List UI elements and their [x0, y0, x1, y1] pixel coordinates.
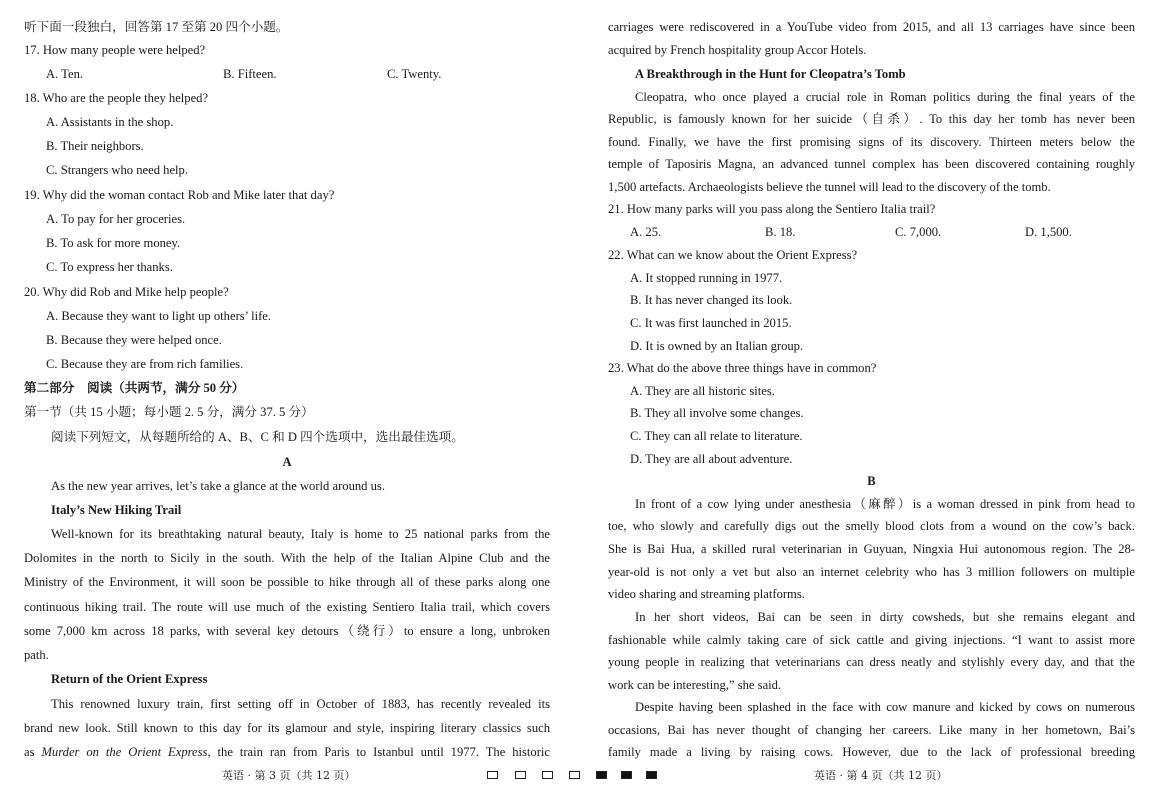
q19-option-c: C. To express her thanks. — [46, 260, 173, 274]
marker-filled — [646, 771, 657, 779]
orient-line: This renowned luxury train, first setting off in October of 1883, has recently revealed its — [51, 697, 550, 711]
footer-page-4: 英语 · 第 4 页（共 12 页） — [814, 769, 948, 782]
q21-options — [608, 222, 1135, 242]
trail-line: Well-known for its breathtaking natural beauty, Italy is home to 25 national parks from the — [51, 527, 550, 541]
book-title: Murder on the Orient Express — [41, 745, 208, 759]
q21-option-c: C. 7,000. — [895, 225, 942, 239]
b-line: In her short videos, Bai can be seen in dirty cowsheds, but she remains elegant and — [635, 610, 1135, 624]
question-23: 23. What do the above three things have in common? — [608, 361, 877, 375]
b-line: occasions, Bai has never thought of changing her careers. Like many in her hometown, Bai’s — [608, 723, 1135, 737]
cleo-line: 1,500 artefacts. Archaeologists believe the tunnel will lead to the discovery of the tomb. — [608, 180, 1051, 194]
question-21: 21. How many parks will you pass along the Sentiero Italia trail? — [608, 202, 936, 216]
b-line: family made a living by raising cows. However, due to the lack of professional breeding — [608, 745, 1135, 759]
heading-orient-express: Return of the Orient Express — [51, 672, 208, 686]
cleo-line: Cleopatra, who once played a crucial role in Roman politics during the final years of the — [635, 90, 1135, 104]
orient-line-3 — [24, 742, 550, 762]
q23-option-c: C. They can all relate to literature. — [630, 429, 803, 443]
marker-filled — [596, 771, 607, 779]
listening-intro: 听下面一段独白，回答第 17 至第 20 四个小题。 — [24, 20, 289, 34]
b-line: work can be interesting,” she said. — [608, 678, 782, 692]
b-line: Despite having been splashed in the face with cow manure and kicked by cows on numerous — [635, 700, 1135, 714]
passage-a-intro: As the new year arrives, let’s take a glance at the world around us. — [51, 479, 385, 493]
b-line: year-old is not only a vet but also an internet celebrity who has 3 million followers on multiple — [608, 565, 1135, 579]
marker-filled — [621, 771, 632, 779]
heading-hiking-trail: Italy’s New Hiking Trail — [51, 503, 182, 517]
question-19: 19. Why did the woman contact Rob and Mike later that day? — [24, 188, 335, 202]
b-line: fashionable while calmly taking care of sick cattle and giving injections. “I want to assist more — [608, 633, 1135, 647]
trail-line: path. — [24, 648, 49, 662]
q17-option-a: A. Ten. — [46, 67, 84, 81]
instructions: 阅读下列短文，从每题所给的 A、B、C 和 D 四个选项中，选出最佳选项。 — [51, 430, 464, 444]
q21-option-b: B. 18. — [765, 225, 796, 239]
marker-empty — [487, 771, 498, 779]
q18-option-a: A. Assistants in the shop. — [46, 115, 174, 129]
q17-options — [46, 64, 550, 84]
q23-option-b: B. They all involve some changes. — [630, 406, 804, 420]
cleo-line: Republic, is famously known for her suicide（自杀）. To this day her tomb has never been — [608, 112, 1135, 126]
orient-line-3-pre: as — [24, 745, 42, 759]
q20-option-a: A. Because they want to light up others’ life. — [46, 309, 271, 323]
q21-option-d: D. 1,500. — [1025, 225, 1072, 239]
trail-line: some 7,000 km across 18 parks, with several key detours（绕行）to ensure a long, unbroken — [24, 624, 550, 638]
q23-option-d: D. They are all about adventure. — [630, 452, 793, 466]
trail-line: Ministry of the Environment, it will soon be possible to hike through all of these parks along one — [24, 575, 550, 589]
marker-empty — [542, 771, 553, 779]
trail-line: Dolomites in the north to Sicily in the south. With the help of the Italian Alpine Club and the — [24, 551, 550, 565]
question-18: 18. Who are the people they helped? — [24, 91, 209, 105]
q17-option-b: B. Fifteen. — [223, 67, 277, 81]
trail-line: continuous hiking trail. The route will use much of the existing Sentiero Italia trail, which covers — [24, 600, 550, 614]
b-line: video sharing and streaming platforms. — [608, 587, 805, 601]
b-line: young people in realizing that veterinarians can dress neatly and stylishly every day, and that the — [608, 655, 1135, 669]
orient-line-3-post: , the train ran from Paris to Istanbul until 1977. The historic — [207, 745, 550, 759]
q20-option-c: C. Because they are from rich families. — [46, 357, 244, 371]
q21-option-a: A. 25. — [630, 225, 662, 239]
cleo-line: found. Finally, we have the first promising signs of its discovery. Thirteen meters below the — [608, 135, 1135, 149]
q22-option-d: D. It is owned by an Italian group. — [630, 339, 804, 353]
footer-page-3: 英语 · 第 3 页（共 12 页） — [222, 769, 356, 782]
q20-option-b: B. Because they were helped once. — [46, 333, 222, 347]
orient-cont-line: acquired by French hospitality group Accor Hotels. — [608, 43, 867, 57]
part2-title: 第二部分 阅读（共两节，满分 50 分） — [24, 381, 245, 395]
marker-empty — [569, 771, 580, 779]
orient-cont-line: carriages were rediscovered in a YouTube video from 2015, and all 13 carriages have since been — [608, 20, 1135, 34]
heading-cleopatra: A Breakthrough in the Hunt for Cleopatra’s Tomb — [635, 67, 906, 81]
b-line: She is Bai Hua, a skilled rural veterinarian in Guyuan, Ningxia Hui autonomous region. The 28- — [608, 542, 1135, 556]
b-line: toe, who slowly and carefully digs out the smelly blood clots from a wound on the cow’s back. — [608, 519, 1135, 533]
q17-option-c: C. Twenty. — [387, 67, 442, 81]
q19-option-a: A. To pay for her groceries. — [46, 212, 186, 226]
b-line: In front of a cow lying under anesthesia（麻醉）is a woman dressed in pink from head to — [635, 497, 1135, 511]
q19-option-b: B. To ask for more money. — [46, 236, 181, 250]
q22-option-b: B. It has never changed its look. — [630, 293, 793, 307]
q22-option-a: A. It stopped running in 1977. — [630, 271, 783, 285]
q18-option-b: B. Their neighbors. — [46, 139, 144, 153]
question-20: 20. Why did Rob and Mike help people? — [24, 285, 229, 299]
passage-a-label: A — [282, 455, 292, 469]
orient-line: brand new look. Still known to this day for its glamour and style, inspiring literary classics such — [24, 721, 550, 735]
section1-title: 第一节（共 15 小题；每小题 2. 5 分，满分 37. 5 分） — [24, 405, 314, 419]
question-22: 22. What can we know about the Orient Express? — [608, 248, 858, 262]
q22-option-c: C. It was first launched in 2015. — [630, 316, 792, 330]
cleo-line: temple of Taposiris Magna, an advanced tunnel complex has been discovered containing roughly — [608, 157, 1135, 171]
question-17: 17. How many people were helped? — [24, 43, 206, 57]
q18-option-c: C. Strangers who need help. — [46, 163, 188, 177]
marker-empty — [515, 771, 526, 779]
passage-b-label: B — [867, 474, 876, 488]
q23-option-a: A. They are all historic sites. — [630, 384, 775, 398]
